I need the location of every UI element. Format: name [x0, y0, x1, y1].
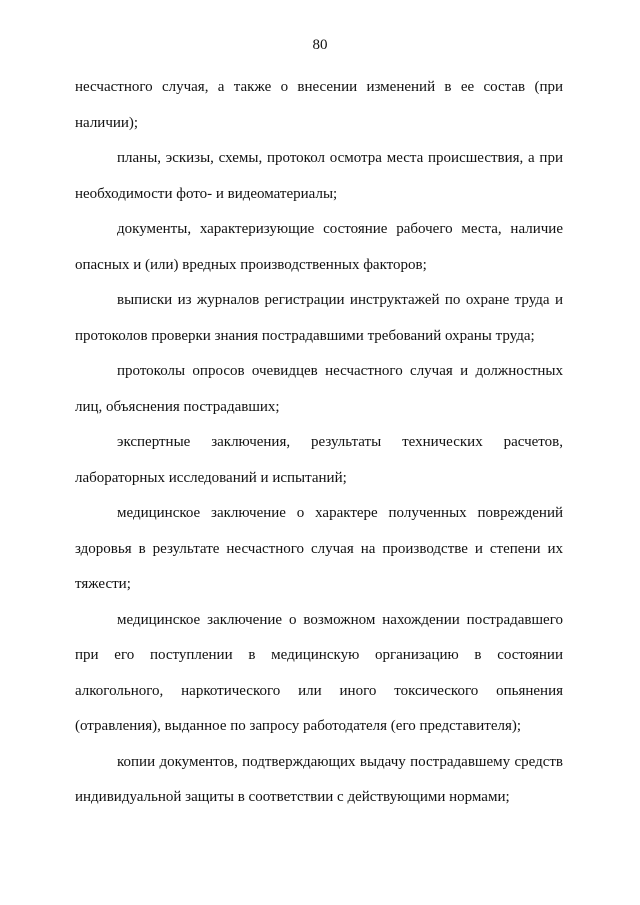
paragraph-medical-injury: медицинское заключение о характере полученных повреждений здоровья в результате несчастного случая на производстве и степени их тяжести; [75, 505, 563, 592]
page-number: 80 [312, 37, 328, 53]
paragraph-workplace-documents: документы, характеризующие состояние рабочего места, наличие опасных и (или) вредных производственных факторов; [75, 221, 563, 273]
paragraph-briefing-extracts: выписки из журналов регистрации инструктажей по охране труда и протоколов проверки знания пострадавшими требований охраны труда; [75, 292, 563, 344]
paragraph-expert-conclusions: экспертные заключения, результаты технических расчетов, лабораторных исследований и испытаний; [75, 434, 563, 486]
paragraph-continuation: несчастного случая, а также о внесении изменений в ее состав (при наличии); [75, 79, 563, 131]
paragraph-medical-intoxication: медицинское заключение о возможном нахождении пострадавшего при его поступлении в медицинскую организацию в состоянии алкогольного, наркотического или иного токсического опьянения (отравления), выданное по запросу работодателя (его представителя); [75, 611, 563, 734]
paragraph-witness-protocols: протоколы опросов очевидцев несчастного случая и должностных лиц, объяснения пострадавших; [75, 363, 563, 415]
paragraph-protective-equipment: копии документов, подтверждающих выдачу пострадавшему средств индивидуальной защиты в соответствии с действующими нормами; [75, 753, 563, 805]
document-body [75, 70, 563, 816]
paragraph-plans: планы, эскизы, схемы, протокол осмотра места происшествия, а при необходимости фото- и видеоматериалы; [75, 150, 563, 202]
